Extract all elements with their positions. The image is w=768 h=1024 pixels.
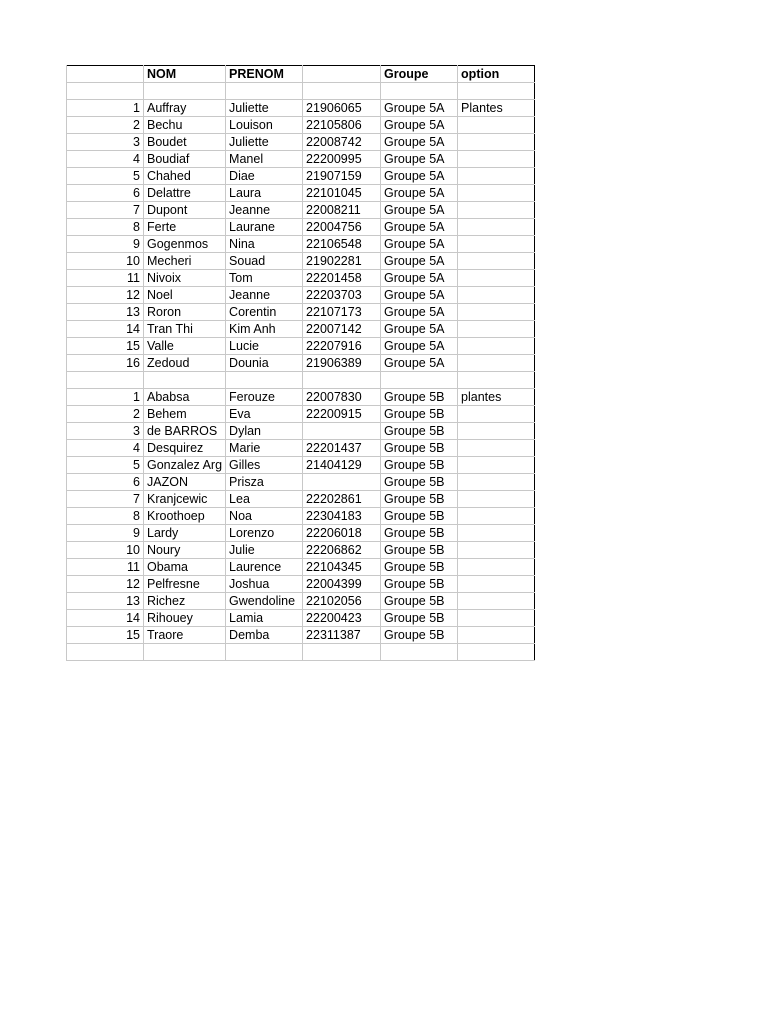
blank-row — [67, 372, 535, 389]
cell-groupe: Groupe 5A — [381, 100, 458, 117]
table-row — [67, 610, 535, 627]
cell-option — [458, 117, 535, 134]
cell-groupe: Groupe 5B — [381, 627, 458, 644]
empty-cell — [144, 83, 226, 100]
cell-student-id: 21404129 — [303, 457, 381, 474]
table-row — [67, 134, 535, 151]
cell-nom: Kranjcewic — [144, 491, 226, 508]
cell-student-id: 21902281 — [303, 253, 381, 270]
cell-student-id: 22004756 — [303, 219, 381, 236]
cell-option — [458, 542, 535, 559]
cell-student-id: 22105806 — [303, 117, 381, 134]
cell-num: 12 — [67, 576, 144, 593]
cell-student-id — [303, 474, 381, 491]
cell-prenom: Juliette — [226, 100, 303, 117]
cell-prenom: Gwendoline — [226, 593, 303, 610]
cell-num: 9 — [67, 236, 144, 253]
empty-cell — [381, 644, 458, 661]
table-row — [67, 117, 535, 134]
cell-student-id: 22201458 — [303, 270, 381, 287]
header-prenom: PRENOM — [226, 66, 303, 83]
cell-nom: Rihouey — [144, 610, 226, 627]
blank-row — [67, 83, 535, 100]
empty-cell — [226, 372, 303, 389]
table-row — [67, 355, 535, 372]
cell-prenom: Julie — [226, 542, 303, 559]
cell-groupe: Groupe 5B — [381, 593, 458, 610]
cell-option — [458, 134, 535, 151]
cell-student-id: 22106548 — [303, 236, 381, 253]
table-row — [67, 389, 535, 406]
cell-option — [458, 338, 535, 355]
table-row — [67, 406, 535, 423]
cell-nom: Kroothoep — [144, 508, 226, 525]
cell-option — [458, 151, 535, 168]
cell-nom: Pelfresne — [144, 576, 226, 593]
table-row — [67, 321, 535, 338]
cell-prenom: Laurence — [226, 559, 303, 576]
cell-option — [458, 627, 535, 644]
empty-cell — [458, 372, 535, 389]
cell-student-id: 22202861 — [303, 491, 381, 508]
cell-student-id: 22101045 — [303, 185, 381, 202]
cell-nom: Traore — [144, 627, 226, 644]
cell-nom: Auffray — [144, 100, 226, 117]
cell-num: 2 — [67, 117, 144, 134]
header-id — [303, 66, 381, 83]
cell-nom: Desquirez — [144, 440, 226, 457]
cell-prenom: Dounia — [226, 355, 303, 372]
cell-num: 4 — [67, 151, 144, 168]
table-row — [67, 457, 535, 474]
cell-prenom: Ferouze — [226, 389, 303, 406]
student-roster-table — [66, 65, 535, 661]
cell-num: 7 — [67, 202, 144, 219]
cell-option — [458, 270, 535, 287]
table-row — [67, 236, 535, 253]
table-row — [67, 440, 535, 457]
cell-prenom: Louison — [226, 117, 303, 134]
cell-num: 6 — [67, 185, 144, 202]
table-row — [67, 151, 535, 168]
header-row — [67, 66, 535, 83]
empty-cell — [381, 83, 458, 100]
cell-nom: Chahed — [144, 168, 226, 185]
table-row — [67, 270, 535, 287]
cell-student-id: 22201437 — [303, 440, 381, 457]
cell-student-id: 22008742 — [303, 134, 381, 151]
cell-prenom: Laura — [226, 185, 303, 202]
cell-nom: Zedoud — [144, 355, 226, 372]
empty-cell — [67, 644, 144, 661]
cell-student-id: 22200915 — [303, 406, 381, 423]
table-row — [67, 559, 535, 576]
cell-num: 8 — [67, 219, 144, 236]
cell-student-id: 22007142 — [303, 321, 381, 338]
cell-groupe: Groupe 5B — [381, 508, 458, 525]
cell-nom: de BARROS — [144, 423, 226, 440]
cell-student-id: 22200423 — [303, 610, 381, 627]
cell-option — [458, 168, 535, 185]
cell-groupe: Groupe 5B — [381, 559, 458, 576]
cell-num: 16 — [67, 355, 144, 372]
cell-num: 5 — [67, 168, 144, 185]
cell-groupe: Groupe 5B — [381, 474, 458, 491]
cell-num: 13 — [67, 593, 144, 610]
cell-num: 3 — [67, 423, 144, 440]
table-row — [67, 253, 535, 270]
cell-prenom: Eva — [226, 406, 303, 423]
table-row — [67, 168, 535, 185]
empty-cell — [458, 644, 535, 661]
cell-nom: Bechu — [144, 117, 226, 134]
cell-nom: Roron — [144, 304, 226, 321]
cell-groupe: Groupe 5A — [381, 168, 458, 185]
cell-student-id: 22206862 — [303, 542, 381, 559]
cell-option — [458, 610, 535, 627]
cell-option — [458, 440, 535, 457]
table-row — [67, 593, 535, 610]
cell-groupe: Groupe 5B — [381, 406, 458, 423]
cell-num: 2 — [67, 406, 144, 423]
cell-groupe: Groupe 5A — [381, 304, 458, 321]
cell-groupe: Groupe 5A — [381, 151, 458, 168]
cell-prenom: Corentin — [226, 304, 303, 321]
cell-num: 4 — [67, 440, 144, 457]
table-row — [67, 542, 535, 559]
cell-prenom: Demba — [226, 627, 303, 644]
cell-prenom: Noa — [226, 508, 303, 525]
cell-nom: Dupont — [144, 202, 226, 219]
table-row — [67, 525, 535, 542]
empty-cell — [226, 644, 303, 661]
table-row — [67, 100, 535, 117]
cell-num: 15 — [67, 338, 144, 355]
empty-cell — [303, 372, 381, 389]
cell-num: 1 — [67, 389, 144, 406]
cell-num: 12 — [67, 287, 144, 304]
header-groupe: Groupe — [381, 66, 458, 83]
table-row — [67, 576, 535, 593]
cell-student-id: 22304183 — [303, 508, 381, 525]
cell-option — [458, 457, 535, 474]
cell-num: 13 — [67, 304, 144, 321]
cell-groupe: Groupe 5A — [381, 253, 458, 270]
table-row — [67, 202, 535, 219]
cell-option: Plantes — [458, 100, 535, 117]
cell-num: 1 — [67, 100, 144, 117]
empty-cell — [381, 372, 458, 389]
cell-option — [458, 474, 535, 491]
empty-cell — [303, 644, 381, 661]
cell-groupe: Groupe 5B — [381, 491, 458, 508]
cell-prenom: Lea — [226, 491, 303, 508]
cell-nom: Valle — [144, 338, 226, 355]
empty-cell — [144, 372, 226, 389]
cell-option — [458, 355, 535, 372]
table-row — [67, 287, 535, 304]
cell-groupe: Groupe 5A — [381, 236, 458, 253]
cell-option — [458, 508, 535, 525]
cell-option — [458, 525, 535, 542]
cell-prenom: Marie — [226, 440, 303, 457]
cell-option — [458, 287, 535, 304]
empty-cell — [67, 372, 144, 389]
empty-cell — [458, 83, 535, 100]
cell-prenom: Jeanne — [226, 202, 303, 219]
cell-nom: Richez — [144, 593, 226, 610]
cell-prenom: Jeanne — [226, 287, 303, 304]
cell-prenom: Dylan — [226, 423, 303, 440]
cell-num: 6 — [67, 474, 144, 491]
cell-student-id: 22200995 — [303, 151, 381, 168]
cell-option: plantes — [458, 389, 535, 406]
cell-option — [458, 202, 535, 219]
cell-prenom: Souad — [226, 253, 303, 270]
cell-groupe: Groupe 5B — [381, 610, 458, 627]
cell-nom: Gonzalez Arg — [144, 457, 226, 474]
cell-prenom: Lamia — [226, 610, 303, 627]
table-row — [67, 304, 535, 321]
cell-nom: Lardy — [144, 525, 226, 542]
cell-nom: Ababsa — [144, 389, 226, 406]
cell-student-id: 22311387 — [303, 627, 381, 644]
table-row — [67, 627, 535, 644]
cell-num: 8 — [67, 508, 144, 525]
cell-groupe: Groupe 5A — [381, 270, 458, 287]
cell-nom: Obama — [144, 559, 226, 576]
cell-option — [458, 593, 535, 610]
cell-num: 7 — [67, 491, 144, 508]
cell-num: 11 — [67, 559, 144, 576]
cell-option — [458, 321, 535, 338]
cell-groupe: Groupe 5B — [381, 440, 458, 457]
cell-student-id: 22107173 — [303, 304, 381, 321]
cell-num: 10 — [67, 542, 144, 559]
cell-groupe: Groupe 5A — [381, 134, 458, 151]
cell-student-id: 22102056 — [303, 593, 381, 610]
cell-student-id: 21907159 — [303, 168, 381, 185]
cell-nom: Behem — [144, 406, 226, 423]
cell-nom: Ferte — [144, 219, 226, 236]
table-row — [67, 474, 535, 491]
cell-student-id: 21906065 — [303, 100, 381, 117]
cell-groupe: Groupe 5B — [381, 525, 458, 542]
cell-prenom: Nina — [226, 236, 303, 253]
cell-student-id — [303, 423, 381, 440]
table-row — [67, 338, 535, 355]
header-num — [67, 66, 144, 83]
cell-option — [458, 304, 535, 321]
cell-groupe: Groupe 5A — [381, 321, 458, 338]
header-option: option — [458, 66, 535, 83]
cell-groupe: Groupe 5B — [381, 542, 458, 559]
cell-student-id: 22004399 — [303, 576, 381, 593]
cell-student-id: 22207916 — [303, 338, 381, 355]
cell-nom: Gogenmos — [144, 236, 226, 253]
table-row — [67, 508, 535, 525]
cell-groupe: Groupe 5A — [381, 287, 458, 304]
cell-groupe: Groupe 5B — [381, 457, 458, 474]
cell-groupe: Groupe 5A — [381, 202, 458, 219]
table-row — [67, 219, 535, 236]
cell-groupe: Groupe 5B — [381, 576, 458, 593]
cell-groupe: Groupe 5B — [381, 389, 458, 406]
cell-prenom: Joshua — [226, 576, 303, 593]
cell-student-id: 22008211 — [303, 202, 381, 219]
cell-prenom: Prisza — [226, 474, 303, 491]
cell-nom: Delattre — [144, 185, 226, 202]
cell-nom: Tran Thi — [144, 321, 226, 338]
cell-prenom: Diae — [226, 168, 303, 185]
cell-groupe: Groupe 5A — [381, 185, 458, 202]
cell-prenom: Lucie — [226, 338, 303, 355]
table-row — [67, 491, 535, 508]
cell-option — [458, 559, 535, 576]
empty-cell — [226, 83, 303, 100]
cell-prenom: Kim Anh — [226, 321, 303, 338]
cell-groupe: Groupe 5A — [381, 117, 458, 134]
cell-groupe: Groupe 5A — [381, 338, 458, 355]
cell-prenom: Tom — [226, 270, 303, 287]
cell-prenom: Laurane — [226, 219, 303, 236]
cell-groupe: Groupe 5A — [381, 355, 458, 372]
cell-option — [458, 491, 535, 508]
cell-option — [458, 236, 535, 253]
cell-option — [458, 576, 535, 593]
empty-cell — [144, 644, 226, 661]
cell-option — [458, 423, 535, 440]
cell-option — [458, 253, 535, 270]
cell-nom: Boudiaf — [144, 151, 226, 168]
cell-num: 9 — [67, 525, 144, 542]
cell-prenom: Juliette — [226, 134, 303, 151]
cell-num: 14 — [67, 610, 144, 627]
empty-cell — [303, 83, 381, 100]
empty-cell — [67, 83, 144, 100]
table-row — [67, 185, 535, 202]
cell-student-id: 22206018 — [303, 525, 381, 542]
cell-student-id: 21906389 — [303, 355, 381, 372]
header-nom: NOM — [144, 66, 226, 83]
cell-num: 11 — [67, 270, 144, 287]
cell-option — [458, 219, 535, 236]
cell-prenom: Gilles — [226, 457, 303, 474]
cell-num: 3 — [67, 134, 144, 151]
cell-num: 15 — [67, 627, 144, 644]
cell-nom: Boudet — [144, 134, 226, 151]
cell-nom: Nivoix — [144, 270, 226, 287]
cell-option — [458, 185, 535, 202]
cell-student-id: 22104345 — [303, 559, 381, 576]
blank-row — [67, 644, 535, 661]
cell-num: 5 — [67, 457, 144, 474]
cell-student-id: 22007830 — [303, 389, 381, 406]
cell-nom: Noury — [144, 542, 226, 559]
cell-num: 10 — [67, 253, 144, 270]
roster-body — [67, 66, 535, 661]
cell-prenom: Manel — [226, 151, 303, 168]
cell-nom: JAZON — [144, 474, 226, 491]
cell-option — [458, 406, 535, 423]
cell-groupe: Groupe 5B — [381, 423, 458, 440]
cell-student-id: 22203703 — [303, 287, 381, 304]
cell-groupe: Groupe 5A — [381, 219, 458, 236]
table-row — [67, 423, 535, 440]
cell-num: 14 — [67, 321, 144, 338]
cell-prenom: Lorenzo — [226, 525, 303, 542]
cell-nom: Noel — [144, 287, 226, 304]
cell-nom: Mecheri — [144, 253, 226, 270]
